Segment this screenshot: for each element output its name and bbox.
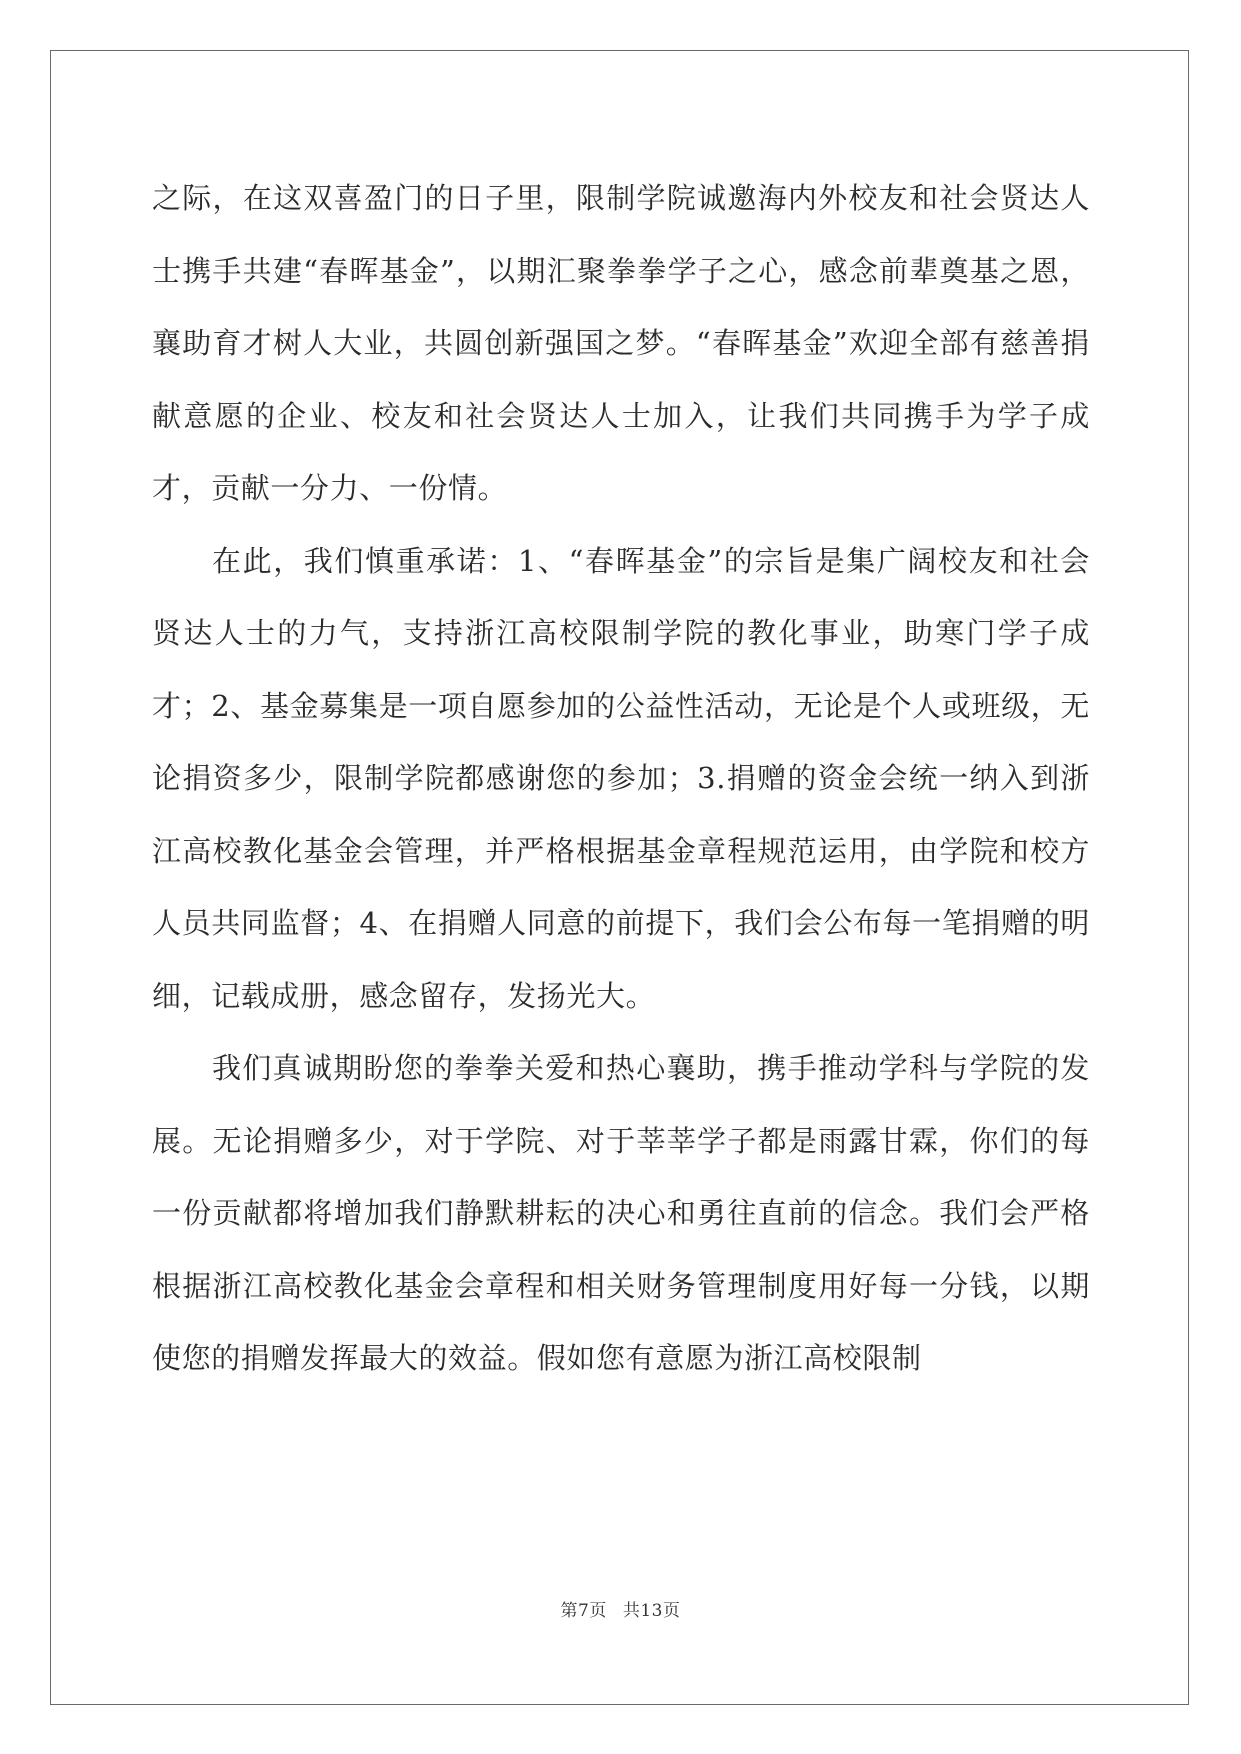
page-footer <box>0 1596 1241 1621</box>
paragraph-commitments: 在此，我们慎重承诺：1、“春晖基金”的宗旨是集广阔校友和社会贤达人士的力气，支持浙江高校限制学院的教化事业，助寒门学子成才；2、基金募集是一项自愿参加的公益性活动，无论是个人或班级，无论捐资多少，限制学院都感谢您的参加；3.捐赠的资金会统一纳入到浙江高校教化基金会管理，并严格根据基金章程规范运用，由学院和校方人员共同监督；4、在捐赠人同意的前提下，我们会公布每一笔捐赠的明细，记载成册，感念留存，发扬光大。 <box>152 543 1090 1013</box>
paragraph-intro: 之际，在这双喜盈门的日子里，限制学院诚邀海内外校友和社会贤达人士携手共建“春晖基金”，以期汇聚拳拳学子之心，感念前辈奠基之恩，襄助育才树人大业，共圆创新强国之梦。“春晖基金”欢迎全部有慈善捐献意愿的企业、校友和社会贤达人士加入，让我们共同携手为学子成才，贡献一分力、一份情。 <box>152 181 1090 505</box>
page-number: 第7页 <box>560 1601 607 1621</box>
paragraph-appeal: 我们真诚期盼您的拳拳关爱和热心襄助，携手推动学科与学院的发展。无论捐赠多少，对于学院、对于莘莘学子都是雨露甘霖，你们的每一份贡献都将增加我们静默耕耘的决心和勇往直前的信念。我们会严格根据浙江高校教化基金会章程和相关财务管理制度用好每一分钱，以期使您的捐赠发挥最大的效益。假如您有意愿为浙江高校限制 <box>152 1051 1090 1375</box>
document-body <box>152 162 1090 1395</box>
page-total: 共13页 <box>622 1601 681 1621</box>
